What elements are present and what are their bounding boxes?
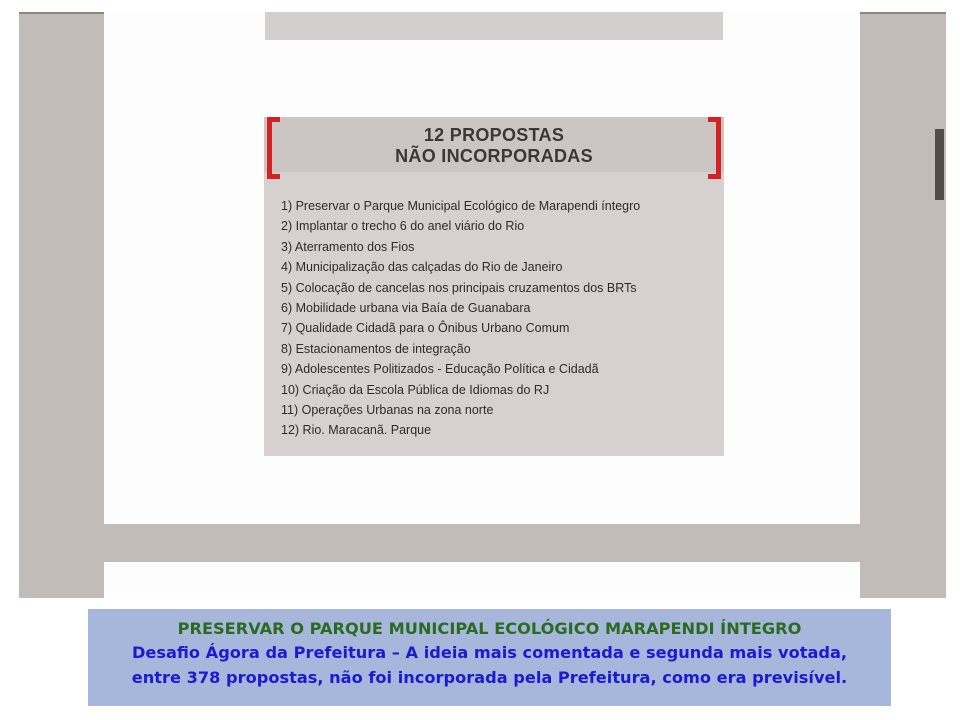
caption-line-2: entre 378 propostas, não foi incorporada pela Prefeitura, como era previsível.	[131, 668, 848, 687]
list-item: 9) Adolescentes Politizados - Educação Política e Cidadã	[281, 362, 599, 377]
proposal-list	[281, 196, 640, 441]
next-page-panel	[104, 562, 860, 598]
list-item: 6) Mobilidade urbana via Baía de Guanabara	[281, 301, 531, 316]
list-item: 12) Rio. Maracanã. Parque	[281, 423, 432, 438]
card-title-line1: 12 PROPOSTAS	[423, 125, 565, 145]
caption-box	[88, 609, 891, 706]
embedded-screenshot	[19, 12, 946, 598]
list-item: 1) Preservar o Parque Municipal Ecológico de Marapendi íntegro	[281, 199, 641, 213]
list-item: 3) Aterramento dos Fios	[281, 239, 415, 254]
list-item: 5) Colocação de cancelas nos principais cruzamentos dos BRTs	[281, 280, 637, 295]
list-item: 2) Implantar o trecho 6 do anel viário do Rio	[281, 219, 525, 234]
scrollbar-thumb[interactable]	[935, 129, 944, 200]
caption-title: PRESERVAR O PARQUE MUNICIPAL ECOLÓGICO MARAPENDI ÍNTEGRO	[177, 619, 802, 638]
previous-card-edge	[265, 12, 723, 40]
list-item: 8) Estacionamentos de integração	[281, 341, 471, 356]
list-item: 11) Operações Urbanas na zona norte	[281, 403, 494, 418]
card-header	[264, 117, 724, 172]
caption-line-1: Desafio Ágora da Prefeitura – A ideia mais comentada e segunda mais votada,	[131, 643, 848, 662]
list-item: 10) Criação da Escola Pública de Idiomas do RJ	[281, 382, 550, 397]
list-item: 4) Municipalização das calçadas do Rio de Janeiro	[281, 260, 563, 275]
card-title-line2: NÃO INCORPORADAS	[395, 146, 593, 166]
proposals-card	[264, 117, 724, 456]
list-item: 7) Qualidade Cidadã para o Ônibus Urbano Comum	[281, 321, 570, 336]
